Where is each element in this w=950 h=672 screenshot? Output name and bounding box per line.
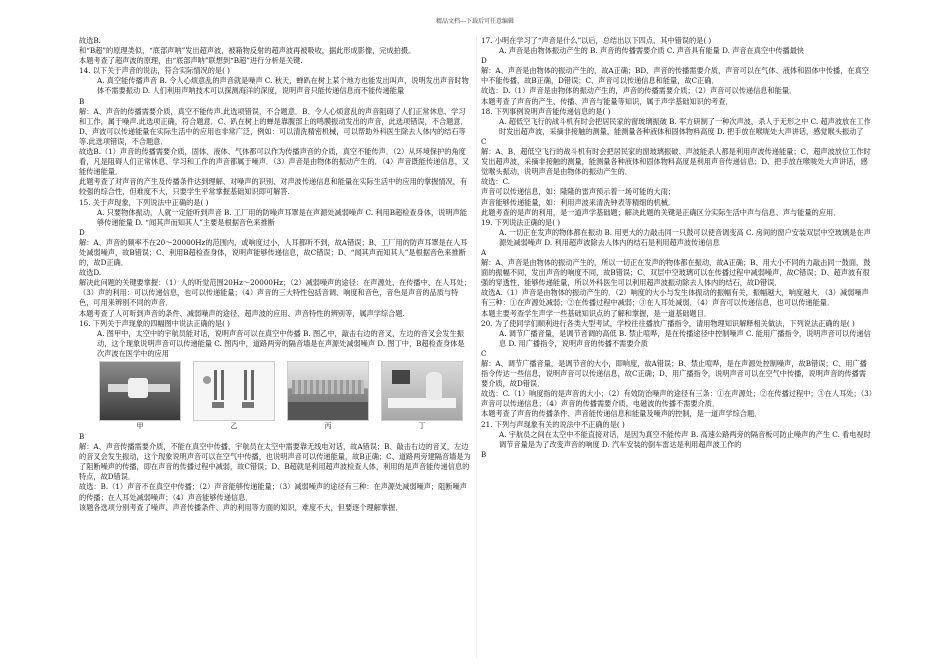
right-paragraph: 本题考查了声音的产生、传播、声音与能量等知识，属于声学基础知识的考查． [481,96,733,106]
right-paragraph: A. 一切正在发声的物体都在振动 B. 用更大的力敲击同一只鼓可以使音调变高 C. 房间的窗户安装双层中空玻璃是在声源处减弱噪声 D. 利用超声波除去人体内的结石是利用超声波传递信息 [499,227,871,247]
right-paragraph: 解：A、调节广播音量，是调节音的大小，即响度，故A错误；B、禁止喧哗，是在声源处控制噪声，故B错误；C、用广播指令传达一些信息，说明声音可以传递信息，故C正确；D、用广播指令，说明声音可以在空气中传播，说明声音的传播需要介质，故D错误． [481,359,867,389]
figure-caption: 丁 [418,422,426,430]
right-paragraph: 18. 下列事例说明声音能传递信息的是( ) [481,106,611,116]
left-column [79,36,471,658]
astronaut-image [99,361,181,421]
left-paragraph: 本题考查了超声波的原理，由“底部声呐”联想到“B超”进行分析是关键. [79,56,303,66]
figure-caption: 乙 [230,422,238,430]
right-paragraph: A. 宇航员之间在太空中不能直接对话，是因为真空不能传声 B. 高速公路两旁的隔音板可防止噪声的产生 C. 看电视时调节音量是为了改变声音的响度 D. 汽车安装的倒车雷达是利用超声波工作的 [499,429,871,449]
right-paragraph: 21. 下列与声现象有关的说法中不正确的是( ) [481,419,625,429]
figure-caption: 丙 [324,422,332,430]
left-paragraph: 解：A、声音的传播需要介质，真空不能传声.此选项错误，不合题意．B、令人心烦意乱的声音阻碍了人们正常休息、学习和工作，属于噪声.此选项正确，符合题意．C、趴在树上的蝉是靠腹部上的鸣膜振动发出的声音，此选项错误，不合题意．D、声波可以传递能量在实际生活中的应用也非常广泛，例如：可以清洗精密机械，可以帮助外科医生除去人体内的结石等等.此选项错误，不合题意． [79,106,468,146]
left-paragraph: 故选D. [79,268,102,278]
left-paragraph: 14. 以下关于声音的说法，符合实际情况的是( ) [79,66,230,76]
right-paragraph: 本题主要考查学生声学一些基础知识点的了解和掌握，是一道基础题目． [481,308,712,318]
right-paragraph: 解：A、声音是由物体的振动产生的，故A正确；BD、声音的传播需要介质，声音可以在气体、液体和固体中传播，在真空中不能传播，故B正确，D错误；C、声音可以传递信息和能量，故C正确． [481,66,869,86]
left-paragraph: D [79,227,85,237]
left-paragraph: 故选B. [79,36,101,45]
right-paragraph: D [481,56,487,66]
left-paragraph: 此题考查了对声音的产生及传播条件达到理解、对噪声的识别、对声波传递信息和能量在实际生活中的应用的掌握情况，有较强的综合性，但难度不大，只要学生平常掌握基础知识即可解答. [79,177,468,197]
left-paragraph: B [79,96,85,106]
figure-caption: 甲 [136,422,144,430]
right-paragraph: 解：A、B、超低空飞行的战斗机有时会把居民家的窗玻璃振破、声波能杀人都是利用声波传递能量；C、超声波放位工作时发出超声波，采摘非接触的测量，能测量各种液体和固体物料高度是利用声音传递信息；D、把手放在喉咙处大声讲话，感觉喉头振动，说明声音是由物体的振动产生的． [481,147,871,177]
ultrasound-image [381,361,463,421]
right-paragraph: B [481,449,487,459]
right-paragraph: 故选：C.（1）响度指的是声音的大小；（2）有效防治噪声的途径有三条：①在声源处；②在传播过程中；③在人耳处；（3）声音可以传递信息；（4）声音的传播需要介质，电磁波的传播不需要介质． [481,389,873,409]
right-paragraph: 故选A.（1）声音是由物体的振动产生的．（2）响度的大小与发生体振动的振幅有关，振幅越大，响度越大．（3）减弱噪声有三种：①在声源处减弱；②在传播过程中减弱；③在人耳处减弱．（4）声音可以传递信息，也可以传递能量． [481,288,869,308]
tuning-fork-image [193,361,275,421]
right-paragraph: 声音能够传递能量，如：利用声波来清洗钟表等精细的机械． [481,197,676,207]
figure-cell [287,361,369,431]
left-paragraph: 解：A、声音传播需要介质，不能在真空中传播，宇航员在太空中需要靠无线电对话，故A错误；B、敲击右边的音叉，左边的音叉会发生振动，这个现象说明声音可以在空气中传播，也说明声音可以传递能量，故B正确；C、道路两旁建隔音墙是为了阻断噪声的传播，即在声音的传播过程中减弱，故C错误；D、B超就是利用超声波检查人体，利用的是声音能传递信息的特点，故D错误． [79,442,471,482]
right-paragraph: 故选：D.（1）声音是由物体的振动产生的，声音的传播需要介质；（2）声音可以传递信息和能量． [481,86,797,96]
page-header: 精品文档---下载后可任意编辑 [435,18,515,25]
right-paragraph: C [481,348,487,358]
figure-cell [381,361,463,431]
right-paragraph: 故选：C. [481,177,511,187]
left-paragraph: 和“B超”的原理类似，“底部声呐”发出超声波，被箱物反射的超声波再被吸收，据此形成影像，完成拍摄。 [79,46,416,56]
sound-phenomena-figure [79,361,471,431]
right-paragraph: 此题考查的是声的利用，是一道声学基础题；解决此题的关键是正确区分实际生活中声与信息、声与能量的应用． [481,207,841,217]
left-paragraph: A. 真空能传播声音 B. 令人心烦意乱的声音就是噪声 C. 秋天，蝉趴在树上某个地方也能发出叫声，说明发出声音时物体不需要振动 D. 人们利用声呐技术可以探测海洋的深度，说明声音只能传递信息而不能传递能量 [97,76,469,96]
left-paragraph: 15. 关于声现象，下列说法中正确的是( ) [79,197,209,207]
figure-cell [99,361,181,431]
left-paragraph: B [79,432,85,441]
sound-barrier-image [287,361,369,421]
left-paragraph: A. 只要物体振动，人就一定能听到声音 B. 工厂用的防噪声耳罩是在声源处减弱噪声 C. 利用B超检查身体，说明声能够传递能量 D. “闻其声而知其人”主要是根据音色来推断 [97,207,467,227]
right-paragraph: A [481,247,487,257]
column-divider [476,36,477,658]
left-paragraph: 故选：B.（1）声音不在真空中传播；（2）声音能够传递能量；（3）减弱噪声的途径有三种：在声源处减弱噪声；阻断噪声的传播；在人耳处减弱噪声；（4）声音能够传递信息． [79,482,467,502]
right-column [481,36,873,658]
left-paragraph: 故选B.（1）声音的传播需要介质，固体、液体、气体都可以作为传播声音的介质，真空不能传声．（2）从环境保护的角度看，凡是阻碍人们正常休息、学习和工作的声音都属于噪声．（3）声音是由物体的振动产生的．（4）声音既能传递信息，又能传递能量． [79,147,470,177]
right-paragraph: 声音可以传递信息，如：隆隆的雷声预示着一场可能的大雨； [481,187,676,197]
left-paragraph: 本题考查了人可听到声音的条件、减弱噪声的途径、超声波的应用、声音特性的辨别等，属声学综合题. [79,308,405,318]
right-paragraph: 本题考查了声音的传播条件、声音能传递信息和能量及噪声的控制，是一道声学综合题． [481,409,762,419]
right-paragraph: 19. 下列说法正确的是( ) [481,217,561,227]
right-paragraph: 20. 为了使同学们顺利进行各类大型考试，学校往往播放广播指令，请用物理知识解释相关做法，下列说法正确的是( ) [481,318,855,328]
figure-cell [193,361,275,431]
right-paragraph: 解：A、声音是由物体的振动产生的，所以一切正在发声的物体都在振动，故A正确；B、用大小不同的力敲击同一鼓面，鼓面的振幅不同，发出声音的响度不同，故B错误；C、双层中空玻璃可以在传播过程中减弱噪声，故C错误；D、超声波有很强的穿透性，能够传递能量，所以外科医生可以利用超声波振动除去人体内的结石，故D错误． [481,258,871,288]
left-paragraph: 解：A、声音的频率不在20～20000Hz的范围内，或响度过小，人耳都听不到，故A错误；B、工厂用的防声耳罩是在人耳处减弱噪声，故B错误；C、利用B超检查身体，说明声能够传递信息，故C错误；D、“闻其声而知其人”是根据音色来推断的，故D正确． [79,237,468,268]
right-paragraph: A. 调节广播音量，是调节音调的高低 B. 禁止喧哗，是在传播途径中控制噪声 C. 能用广播指令，说明声音可以传递信息 D. 用广播指令，说明声音的传播不需要介质 [499,328,871,348]
right-paragraph: A. 声音是由物体振动产生的 B. 声音的传播需要介质 C. 声音具有能量 D. 声音在真空中传播最快 [499,46,805,56]
left-paragraph: A. 图甲中，太空中的宇航员能对话，说明声音可以在真空中传播 B. 图乙中，敲击右边的音叉，左边的音叉会发生振动，这个现象说明声音可以传递能量 C. 图丙中，道路两旁的隔音墙是在声源处减弱噪声 D. 图丁中，B超检查身体是次声波在医学中的应用 [97,328,465,358]
right-paragraph: 17. 小明在学习了“声音是什么”以后，总结出以下四点，其中错误的是( ) [481,36,712,45]
left-paragraph: 该题各选项分别考查了噪声、声音传播条件、声的利用等方面的知识，难度不大，但要逐个理解掌握． [79,502,403,512]
right-paragraph: C [481,136,487,146]
right-paragraph: A. 超低空飞行的战斗机有时会把居民家的窗玻璃振破 B. 军方研制了一种次声波，杀人于无形之中 C. 超声波放在工作时发出超声波，采摘非接触的测量，能测量各种液体和固体物料高度 D. 把手放在喉咙处大声讲话，感觉喉头振动了 [499,116,871,136]
left-paragraph: 16. 下列关于声现象的四幅图中说法正确的是( ) [79,318,230,328]
left-paragraph: 解决此问题的关键要掌握：（1）人的听觉范围20Hz～20000Hz；（2）减弱噪声的途径：在声源处、在传播中、在人耳处；（3）声的利用：可以传递信息，也可以传递能量；（4）声音的三大特性包括音调、响度和音色，音色是声音的品质与特色，可用来辨别不同的声音． [79,278,471,308]
